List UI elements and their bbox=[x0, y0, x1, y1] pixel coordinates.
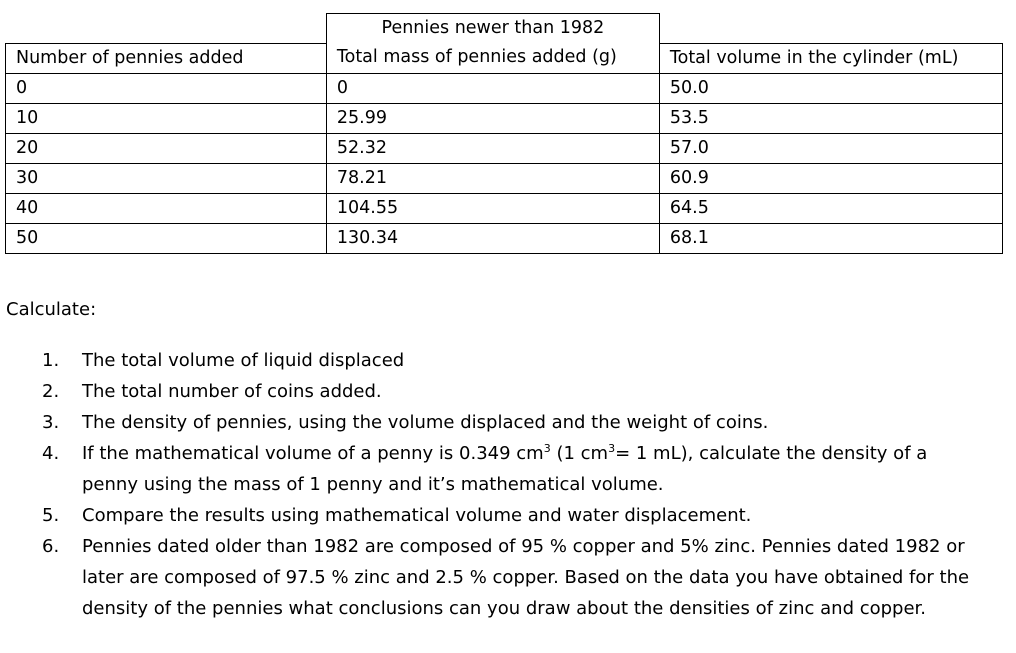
table-cell: 0 bbox=[326, 73, 659, 103]
question-item bbox=[42, 438, 972, 500]
table-corner-blank bbox=[659, 14, 1002, 44]
question-item bbox=[42, 531, 972, 624]
table-caption: Pennies newer than 1982 bbox=[326, 14, 659, 44]
superscript: 3 bbox=[608, 442, 616, 455]
question-text-part: (1 cm bbox=[550, 443, 609, 464]
table-cell: 10 bbox=[6, 103, 327, 133]
question-item bbox=[42, 407, 972, 438]
pennies-data-table bbox=[5, 13, 1003, 254]
question-text: Pennies dated older than 1982 are composed of 95 % copper and 5% zinc. Pennies dated 1982 or later are composed of 97.5 % zinc and 2.5 % copper. Based on the data you have obtained for the density of the pennies what conclusions can you draw about the densities of zinc and copper. bbox=[82, 536, 970, 619]
table-cell: 0 bbox=[6, 73, 327, 103]
column-header-total-volume: Total volume in the cylinder (mL) bbox=[659, 43, 1002, 73]
question-text-part: = 1 mL), calculate the density of a penny using the mass of 1 penny and it’s mathematical volume. bbox=[82, 443, 928, 495]
question-number: 5. bbox=[42, 505, 60, 526]
column-header-pennies-added: Number of pennies added bbox=[6, 43, 327, 73]
table-cell: 52.32 bbox=[326, 133, 659, 163]
table-header-row bbox=[6, 43, 1003, 73]
question-text: Compare the results using mathematical volume and water displacement. bbox=[82, 505, 752, 526]
question-text bbox=[82, 443, 927, 495]
table-row bbox=[6, 163, 1003, 193]
column-header-total-mass: Total mass of pennies added (g) bbox=[326, 43, 659, 73]
table-cell: 130.34 bbox=[326, 223, 659, 253]
table-cell: 20 bbox=[6, 133, 327, 163]
superscript: 3 bbox=[543, 442, 551, 455]
table-row bbox=[6, 223, 1003, 253]
table-row bbox=[6, 193, 1003, 223]
table-cell: 60.9 bbox=[659, 163, 1002, 193]
question-number: 1. bbox=[42, 350, 60, 371]
table-row bbox=[6, 73, 1003, 103]
table-caption-row bbox=[6, 14, 1003, 44]
question-number: 6. bbox=[42, 536, 60, 557]
question-text: The total number of coins added. bbox=[82, 381, 382, 402]
question-text: The total volume of liquid displaced bbox=[82, 350, 405, 371]
table-cell: 25.99 bbox=[326, 103, 659, 133]
question-item bbox=[42, 345, 972, 376]
table-cell: 40 bbox=[6, 193, 327, 223]
question-number: 2. bbox=[42, 381, 60, 402]
table-cell: 104.55 bbox=[326, 193, 659, 223]
table-cell: 57.0 bbox=[659, 133, 1002, 163]
table-cell: 78.21 bbox=[326, 163, 659, 193]
question-text-part: If the mathematical volume of a penny is 0.349 cm bbox=[82, 443, 544, 464]
question-item bbox=[42, 376, 972, 407]
table-cell: 50 bbox=[6, 223, 327, 253]
table-cell: 50.0 bbox=[659, 73, 1002, 103]
table-row bbox=[6, 133, 1003, 163]
table-cell: 53.5 bbox=[659, 103, 1002, 133]
table-cell: 68.1 bbox=[659, 223, 1002, 253]
table-row bbox=[6, 103, 1003, 133]
question-list bbox=[42, 345, 972, 624]
question-number: 3. bbox=[42, 412, 60, 433]
calculate-heading: Calculate: bbox=[6, 299, 97, 320]
question-number: 4. bbox=[42, 443, 60, 464]
table-cell: 30 bbox=[6, 163, 327, 193]
table-cell: 64.5 bbox=[659, 193, 1002, 223]
table-corner-blank bbox=[6, 14, 327, 44]
question-item bbox=[42, 500, 972, 531]
question-text: The density of pennies, using the volume displaced and the weight of coins. bbox=[82, 412, 769, 433]
